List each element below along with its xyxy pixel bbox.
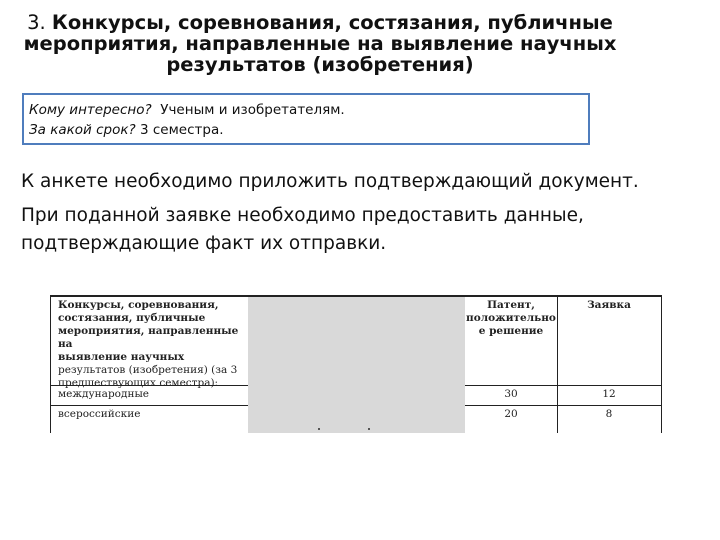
title-number: 3. [27, 11, 46, 34]
info-row-who [29, 100, 580, 120]
header-main-line: мероприятия, направленные на [58, 325, 239, 350]
header-patent-line: е решение [478, 325, 544, 337]
info-row-term [29, 120, 580, 140]
header-main-line: Конкурсы, соревнования, [58, 299, 219, 311]
header-main-line: предшествующих семестра): [58, 377, 219, 389]
title-line-3: результатов (изобретения) [166, 53, 474, 76]
table-cell-application: 8 [605, 408, 613, 420]
table-cell-application: 12 [602, 388, 616, 400]
header-patent-line: Патент, [487, 299, 535, 311]
table-cell-patent: 20 [504, 408, 518, 420]
header-main-line: выявление научных [58, 351, 185, 363]
paragraph-2-line-1: При поданной заявке необходимо предоставить данные, [21, 205, 584, 226]
table-header-application: Заявка [587, 299, 631, 311]
answer-term: 3 семестра. [140, 122, 224, 138]
table-header-patent [466, 299, 556, 338]
table-right-border [661, 295, 662, 433]
header-patent-line: положительно [466, 312, 556, 324]
paragraph-2 [21, 202, 701, 258]
header-main-line: результатов (изобретения) (за 3 [58, 364, 238, 376]
slide-title [0, 12, 640, 75]
table-cell-patent: 30 [504, 388, 518, 400]
question-term: За какой срок? [29, 122, 136, 138]
redaction-speck [318, 428, 320, 430]
header-main-line: состязания, публичные [58, 312, 206, 324]
question-who: Кому интересно? [29, 102, 152, 118]
paragraph-2-line-2: подтверждающие факт их отправки. [21, 233, 387, 254]
paragraph-1: К анкете необходимо приложить подтверждающий документ. [21, 171, 639, 192]
table-row-label: международные [58, 388, 150, 400]
info-box [22, 93, 590, 145]
table-row-label: всероссийские [58, 408, 141, 420]
scanned-table [50, 295, 662, 433]
title-line-1 [0, 12, 640, 33]
redacted-block [248, 297, 465, 433]
title-line-1-text: Конкурсы, соревнования, состязания, публичные [51, 11, 613, 34]
answer-who: Ученым и изобретателям. [160, 102, 345, 118]
table-left-border [50, 295, 51, 433]
title-line-2: мероприятия, направленные на выявление научных [23, 32, 617, 55]
redaction-speck [368, 428, 370, 430]
table-header-main [58, 299, 248, 390]
